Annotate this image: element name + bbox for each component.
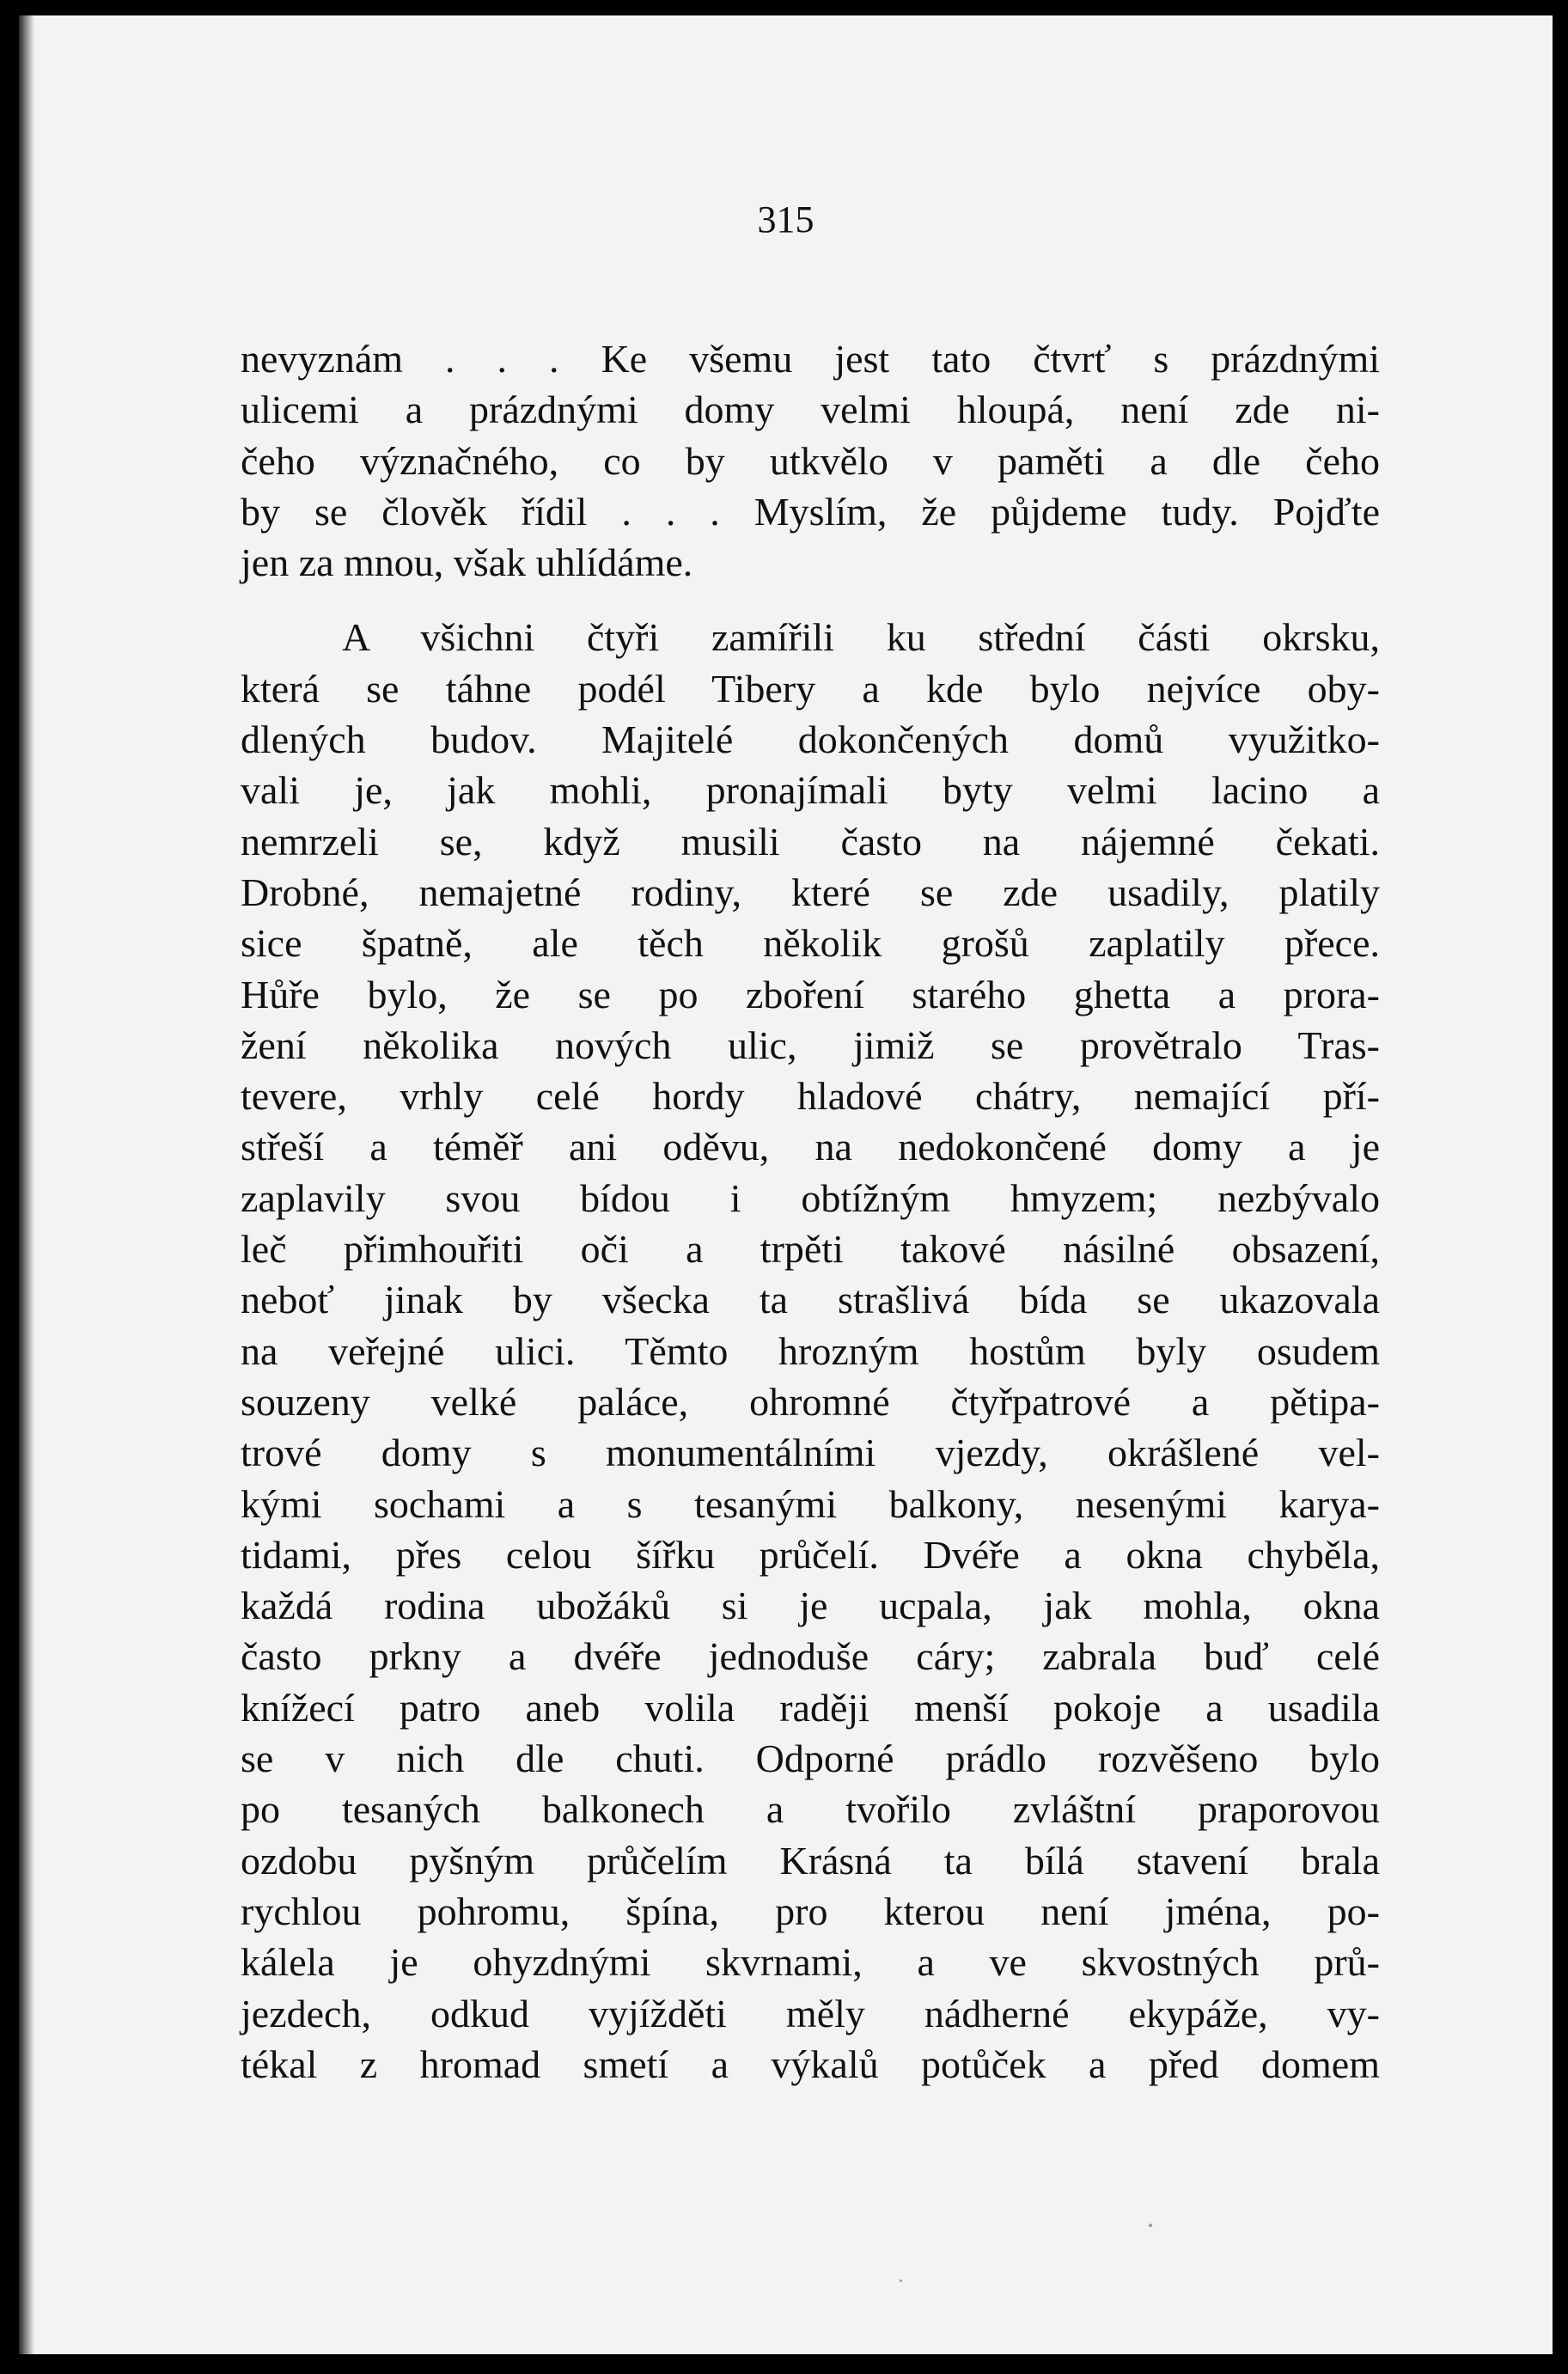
text-line: tevere, vrhly celé hordy hladové chátry, nemající pří- <box>241 1074 1380 1119</box>
text-line: by se člověk řídil . . . Myslím, že půjdeme tudy. Pojďte <box>241 489 1380 534</box>
text-line: žení několika nových ulic, jimiž se provětralo Tras- <box>241 1022 1380 1067</box>
text-line: Drobné, nemajetné rodiny, které se zde usadily, platily <box>241 870 1380 914</box>
text-line: dlených budov. Majitelé dokončených domů využitko- <box>241 717 1380 762</box>
text-line: kými sochami a s tesanými balkony, nesenými karya- <box>241 1481 1380 1526</box>
text-line: trové domy s monumentálními vjezdy, okrášlené vel- <box>241 1431 1380 1475</box>
text-line: každá rodina ubožáků si je ucpala, jak mohla, okna <box>241 1584 1380 1628</box>
text-line: zaplavily svou bídou i obtížným hmyzem; nezbývalo <box>241 1175 1380 1220</box>
text-line: na veřejné ulici. Těmto hrozným hostům byly osudem <box>241 1328 1380 1373</box>
text-line: ulicemi a prázdnými domy velmi hloupá, není zde ni- <box>241 388 1380 432</box>
text-line: A všichni čtyři zamířili ku střední části okrsku, <box>342 615 1380 660</box>
text-line: střeší a téměř ani oděvu, na nedokončené domy a je <box>241 1125 1380 1169</box>
body-text <box>241 333 1380 2090</box>
page-edge-shadow <box>19 15 34 2354</box>
text-line: tékal z hromad smetí a výkalů potůček a před domem <box>241 2041 1380 2086</box>
text-line: sice špatně, ale těch několik grošů zaplatily přece. <box>241 921 1380 966</box>
text-line: se v nich dle chuti. Odporné prádlo rozvěšeno bylo <box>241 1736 1380 1781</box>
paper-speck <box>900 2279 902 2282</box>
text-line: nevyznám . . . Ke všemu jest tato čtvrť s prázdnými <box>241 337 1380 381</box>
text-line: nemrzeli se, když musili často na nájemné čekati. <box>241 819 1380 864</box>
text-line: tidami, přes celou šířku průčelí. Dvéře a okna chyběla, <box>241 1532 1380 1577</box>
text-line: čeho význačného, co by utkvělo v paměti a dle čeho <box>241 438 1380 483</box>
text-line: souzeny velké paláce, ohromné čtyřpatrové a pětipa- <box>241 1379 1380 1424</box>
text-line: ozdobu pyšným průčelím Krásná ta bílá stavení brala <box>241 1838 1380 1883</box>
text-line: vali je, jak mohli, pronajímali byty velmi lacino a <box>241 768 1380 813</box>
text-line: Hůře bylo, že se po zboření starého ghetta a prora- <box>241 972 1380 1016</box>
paragraph-gap <box>241 588 1380 612</box>
text-line: leč přimhouřiti oči a trpěti takové násilné obsazení, <box>241 1227 1380 1272</box>
text-line: jen za mnou, však uhlídáme. <box>241 540 693 585</box>
text-line: často prkny a dvéře jednoduše cáry; zabrala buď celé <box>241 1634 1380 1679</box>
page-number: 315 <box>757 198 815 241</box>
text-line: neboť jinak by všecka ta strašlivá bída se ukazovala <box>241 1278 1380 1322</box>
text-line: jezdech, odkud vyjížděti měly nádherné ekypáže, vy- <box>241 1991 1380 2035</box>
paper-speck <box>1149 2224 1152 2227</box>
text-line: rychlou pohromu, špína, pro kterou není jména, po- <box>241 1889 1380 1933</box>
text-line: po tesaných balkonech a tvořilo zvláštní praporovou <box>241 1787 1380 1832</box>
text-line: která se táhne podél Tibery a kde bylo nejvíce oby- <box>241 666 1380 711</box>
text-line: knížecí patro aneb volila raději menší pokoje a usadila <box>241 1685 1380 1730</box>
text-line: kálela je ohyzdnými skvrnami, a ve skvostných prů- <box>241 1940 1380 1985</box>
book-page <box>19 15 1553 2354</box>
